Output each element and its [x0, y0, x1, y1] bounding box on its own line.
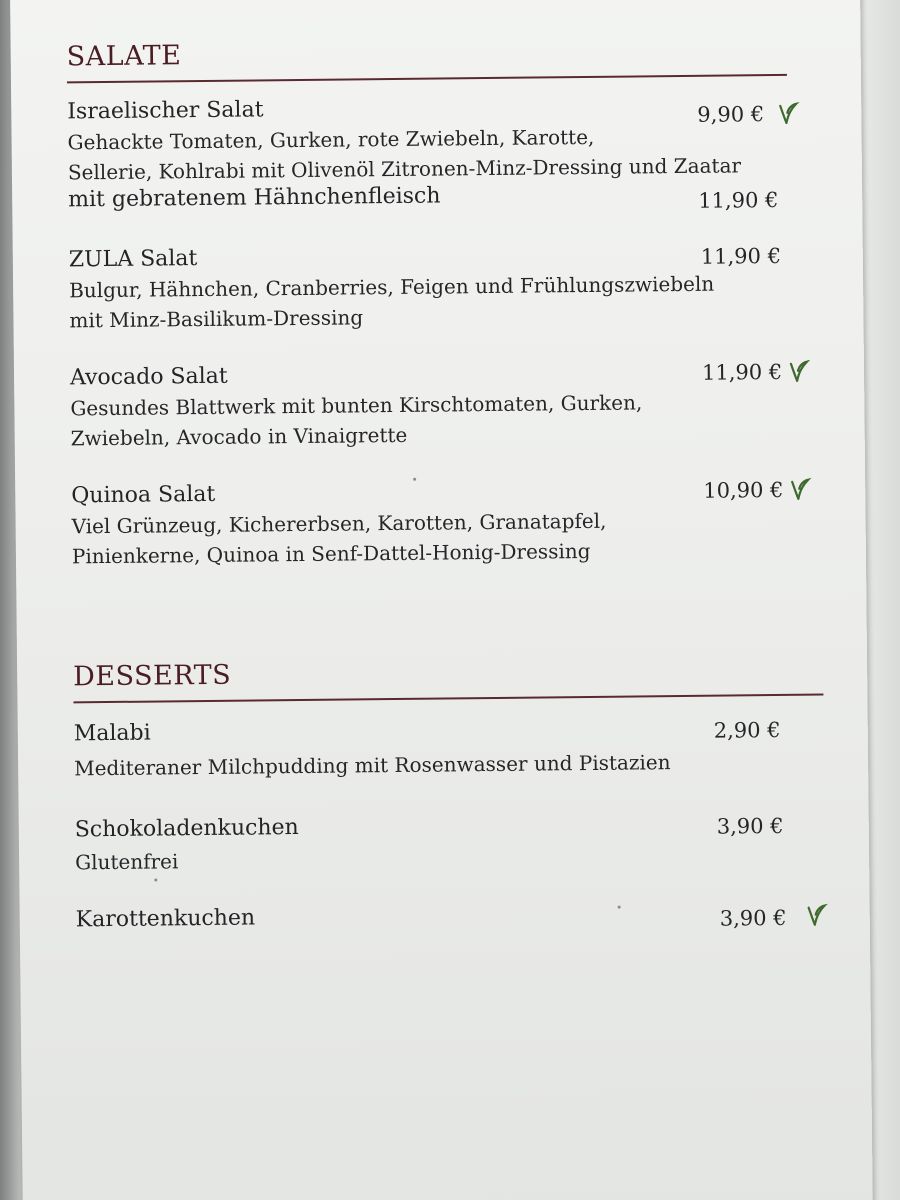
menu-item-zula-salat — [68, 239, 829, 333]
menu-item-schokoladenkuchen — [74, 809, 835, 875]
leaf-sprout-icon — [787, 476, 813, 502]
menu-item-israelischer-salat — [67, 91, 827, 213]
salads-section — [66, 33, 827, 569]
section-divider — [67, 74, 787, 84]
paper-speck — [413, 478, 416, 481]
item-description-line: Viel Grünzeug, Kichererbsen, Karotten, Granatapfel, — [71, 508, 607, 539]
item-description-line: Pinienkerne, Quinoa in Senf-Dattel-Honig-Dressing — [71, 538, 591, 569]
menu-item-quinoa-salat — [71, 475, 831, 569]
item-name: Schokoladenkuchen — [74, 815, 299, 843]
section-divider — [73, 694, 823, 704]
item-description-line: mit Minz-Basilikum-Dressing — [69, 305, 364, 333]
item-price: 2,90 € — [713, 717, 781, 743]
item-description-line: Bulgur, Hähnchen, Cranberries, Feigen und Frühlungszwiebeln — [69, 271, 715, 303]
item-addon-price: 11,90 € — [698, 187, 779, 213]
item-name: Quinoa Salat — [71, 481, 216, 509]
paper-speck — [618, 906, 621, 909]
item-price: 3,90 € — [716, 813, 784, 839]
item-price: 11,90 € — [700, 243, 782, 269]
leaf-sprout-icon — [775, 100, 801, 126]
item-name: Avocado Salat — [69, 363, 228, 391]
item-name: Karottenkuchen — [75, 905, 256, 933]
menu-item-karottenkuchen — [75, 899, 836, 933]
item-price: 10,90 € — [703, 477, 784, 503]
menu-item-malabi — [73, 713, 834, 781]
item-description-line: Gehackte Tomaten, Gurken, rote Zwiebeln, Karotte, — [67, 124, 595, 155]
item-description-line: Gesundes Blattwerk mit bunten Kirschtomaten, Gurken, — [70, 390, 643, 421]
item-name: Malabi — [73, 720, 151, 747]
item-name: ZULA Salat — [68, 246, 198, 273]
item-description-line: Mediteraner Milchpudding mit Rosenwasser und Pistazien — [74, 750, 671, 781]
section-title-desserts: DESSERTS — [73, 659, 232, 693]
menu-item-avocado-salat — [69, 357, 830, 451]
item-price: 11,90 € — [701, 359, 783, 385]
item-price: 3,90 € — [719, 905, 787, 931]
desserts-section — [73, 653, 833, 933]
menu-page — [10, 0, 873, 1200]
item-price: 9,90 € — [697, 102, 765, 127]
item-description-line: Sellerie, Kohlrabi mit Olivenöl Zitronen-Minz-Dressing und Zaatar — [67, 153, 742, 185]
item-name: Israelischer Salat — [67, 97, 264, 125]
section-title-salads: SALATE — [66, 40, 182, 73]
paper-speck — [154, 879, 157, 882]
leaf-sprout-icon — [804, 901, 830, 927]
item-addon: mit gebratenem Hähnchenfleisch — [68, 183, 441, 213]
leaf-sprout-icon — [786, 358, 812, 384]
item-description-line: Zwiebeln, Avocado in Vinaigrette — [70, 422, 408, 451]
item-description-line: Glutenfrei — [75, 849, 179, 875]
